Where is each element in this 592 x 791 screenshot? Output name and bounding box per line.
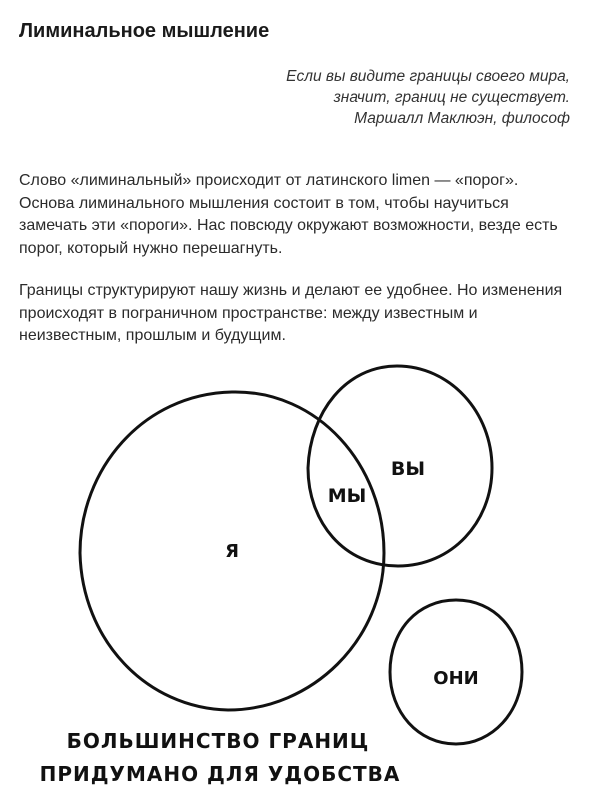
epigraph-line-1: Если вы видите границы своего мира, — [286, 68, 570, 85]
paragraph-limen: Слово «лиминальный» происходит от латинского limen — «порог». Основа лиминального мышления состоит в том, чтобы научиться замечать эти «пороги». Нас повсюду окружают возможности, везде есть порог, который нужно перешагнуть. — [19, 172, 558, 257]
label-we: МЫ — [327, 485, 367, 507]
paragraph-boundaries: Границы структурируют нашу жизнь и делают ее удобнее. Но изменения происходят в пограничном пространстве: между известным и неизвестным, прошлым и будущим. — [19, 282, 563, 344]
label-me: Я — [225, 541, 239, 562]
caption-line-1: БОЛЬШИНСТВО ГРАНИЦ — [66, 729, 370, 753]
epigraph — [150, 66, 570, 129]
label-you: ВЫ — [390, 458, 426, 480]
boundaries-illustration — [0, 360, 592, 791]
epigraph-attribution: Маршалл Маклюэн, философ — [354, 110, 570, 127]
article-title: Лиминальное мышление — [19, 20, 270, 42]
caption-line-2: ПРИДУМАНО ДЛЯ УДОБСТВА — [39, 762, 401, 786]
epigraph-line-2: значит, границ не существует. — [333, 89, 570, 106]
label-they: ОНИ — [433, 668, 479, 689]
